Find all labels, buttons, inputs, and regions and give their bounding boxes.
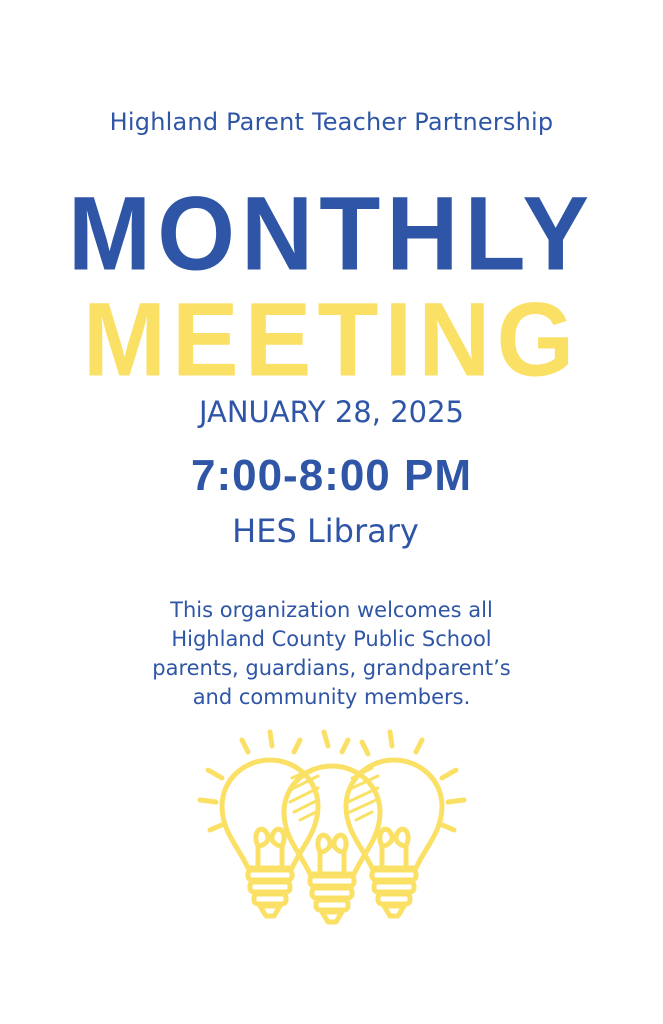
organization-name: Highland Parent Teacher Partnership	[109, 108, 554, 136]
welcome-line: and community members.	[192, 685, 471, 709]
event-time: 7:00-8:00 PM	[190, 451, 472, 500]
light-bulbs-icon	[196, 728, 468, 928]
welcome-line: parents, guardians, grandparent’s	[152, 656, 511, 680]
welcome-line: Highland County Public School	[171, 627, 492, 651]
event-location: HES Library	[232, 512, 419, 550]
event-date: JANUARY 28, 2025	[198, 395, 464, 429]
welcome-message	[0, 596, 663, 712]
title-monthly: MONTHLY	[67, 175, 596, 293]
title-meeting: MEETING	[82, 281, 581, 399]
welcome-line: This organization welcomes all	[170, 598, 493, 622]
